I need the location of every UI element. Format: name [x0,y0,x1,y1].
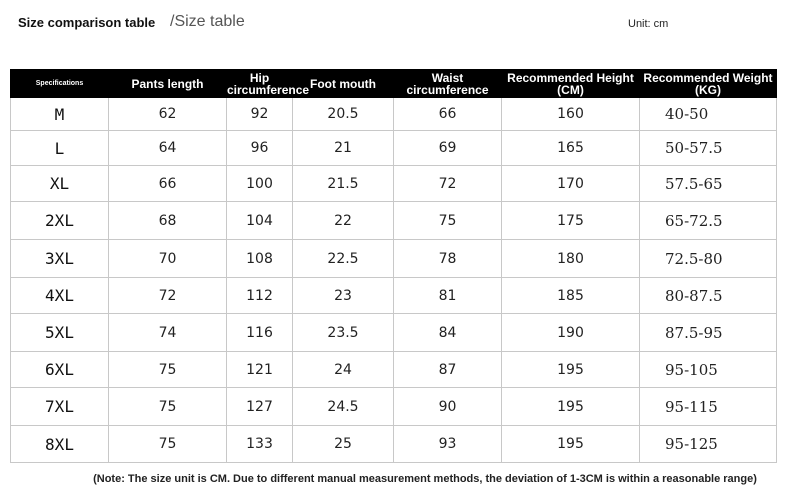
column-header-recommended-weight: Recommended Weight (KG) [640,70,777,98]
size-cell: 4XL [11,278,109,314]
pants-length-cell: 75 [109,352,227,388]
hip-cell: 92 [227,98,293,131]
foot-mouth-cell: 22 [293,202,394,240]
table-body [11,98,777,463]
weight-cell: 57.5-65 [640,166,777,202]
foot-mouth-cell: 20.5 [293,98,394,131]
pants-length-cell: 75 [109,388,227,426]
waist-cell: 75 [394,202,502,240]
pants-length-cell: 74 [109,314,227,352]
column-header-waist-circumference: Waist circumference [394,70,502,98]
height-cell: 195 [502,388,640,426]
unit-label: Unit: cm [628,18,669,30]
page-subtitle: /Size table [170,13,245,30]
size-cell: 6XL [11,352,109,388]
hip-cell: 127 [227,388,293,426]
weight-cell: 87.5-95 [640,314,777,352]
table-row [11,131,777,166]
table-row [11,98,777,131]
waist-cell: 69 [394,131,502,166]
height-cell: 195 [502,426,640,463]
pants-length-cell: 68 [109,202,227,240]
pants-length-cell: 62 [109,98,227,131]
hip-cell: 116 [227,314,293,352]
weight-cell: 80-87.5 [640,278,777,314]
pants-length-cell: 64 [109,131,227,166]
hip-cell: 96 [227,131,293,166]
weight-cell: 40-50 [640,98,777,131]
table-row [11,352,777,388]
table-row [11,388,777,426]
table-row [11,202,777,240]
height-cell: 180 [502,240,640,278]
height-cell: 160 [502,98,640,131]
pants-length-cell: 66 [109,166,227,202]
pants-length-cell: 75 [109,426,227,463]
size-cell: 7XL [11,388,109,426]
size-cell: L [11,131,109,166]
waist-cell: 81 [394,278,502,314]
size-table [10,69,777,463]
weight-cell: 65-72.5 [640,202,777,240]
weight-cell: 95-125 [640,426,777,463]
height-cell: 195 [502,352,640,388]
hip-cell: 133 [227,426,293,463]
hip-cell: 108 [227,240,293,278]
foot-mouth-cell: 24 [293,352,394,388]
table-row [11,426,777,463]
foot-mouth-cell: 21.5 [293,166,394,202]
hip-cell: 104 [227,202,293,240]
height-cell: 165 [502,131,640,166]
hip-cell: 112 [227,278,293,314]
foot-mouth-cell: 23 [293,278,394,314]
hip-cell: 100 [227,166,293,202]
foot-mouth-cell: 23.5 [293,314,394,352]
waist-cell: 93 [394,426,502,463]
height-cell: 185 [502,278,640,314]
height-cell: 175 [502,202,640,240]
height-cell: 190 [502,314,640,352]
waist-cell: 72 [394,166,502,202]
pants-length-cell: 70 [109,240,227,278]
height-cell: 170 [502,166,640,202]
waist-cell: 66 [394,98,502,131]
table-row [11,166,777,202]
weight-cell: 95-105 [640,352,777,388]
size-cell: 3XL [11,240,109,278]
hip-cell: 121 [227,352,293,388]
waist-cell: 90 [394,388,502,426]
weight-cell: 95-115 [640,388,777,426]
column-header-recommended-height: Recommended Height (CM) [502,70,640,98]
waist-cell: 78 [394,240,502,278]
weight-cell: 50-57.5 [640,131,777,166]
size-cell: 5XL [11,314,109,352]
column-header-pants-length: Pants length [109,70,227,98]
size-cell: 2XL [11,202,109,240]
waist-cell: 87 [394,352,502,388]
foot-mouth-cell: 24.5 [293,388,394,426]
foot-mouth-cell: 22.5 [293,240,394,278]
pants-length-cell: 72 [109,278,227,314]
foot-mouth-cell: 21 [293,131,394,166]
column-header-foot-mouth: Foot mouth [293,70,394,98]
foot-mouth-cell: 25 [293,426,394,463]
footnote: (Note: The size unit is CM. Due to different manual measurement methods, the deviation of 1-3CM is within a reasonable range) [93,473,757,485]
table-row [11,314,777,352]
waist-cell: 84 [394,314,502,352]
weight-cell: 72.5-80 [640,240,777,278]
table-row [11,240,777,278]
size-cell: M [11,98,109,131]
table-header-row [11,70,777,98]
page-title: Size comparison table [18,15,156,30]
size-cell: XL [11,166,109,202]
column-header-specifications: Specifications [11,70,109,98]
table-row [11,278,777,314]
size-cell: 8XL [11,426,109,463]
column-header-hip-circumference: Hip circumference [227,70,310,97]
